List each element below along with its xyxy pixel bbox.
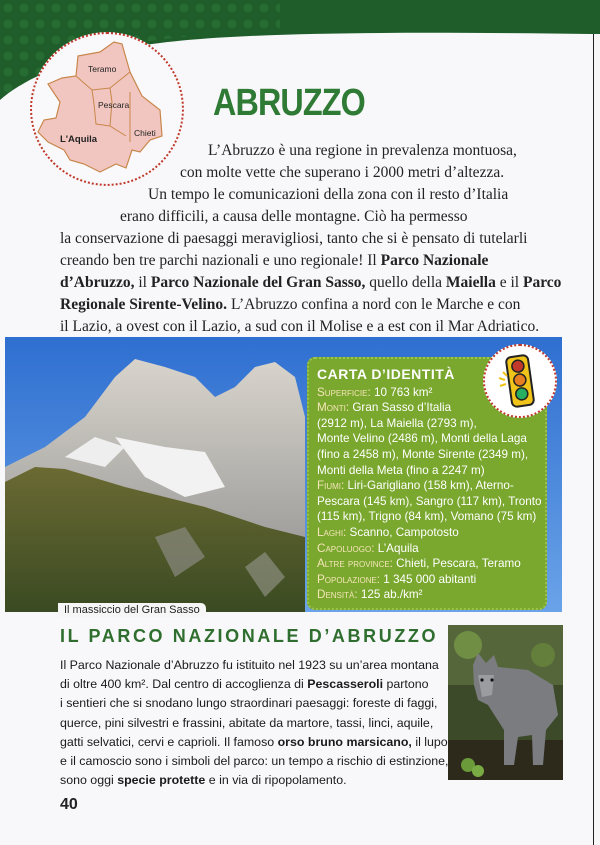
intro-text: e il [495, 274, 523, 291]
map-label-chieti: Chieti [134, 128, 156, 138]
identity-row [317, 572, 537, 588]
intro-line [60, 294, 520, 316]
intro-text: quello della [365, 274, 446, 291]
park-bold-text: orso bruno marsicano, [277, 734, 412, 749]
identity-row-label: Monti: [317, 401, 350, 415]
identity-row-label: Popolazione: [317, 572, 381, 586]
identity-row-label: Densità: [317, 588, 358, 602]
page-number: 40 [60, 796, 78, 813]
identity-row [317, 478, 537, 494]
identity-row-value: L’Aquila [374, 541, 419, 555]
park-line [60, 675, 440, 694]
abruzzo-map [30, 32, 180, 182]
identity-row [317, 525, 537, 541]
intro-text: Un tempo le comunicazioni della zona con il resto d’Italia [148, 186, 509, 203]
identity-row-label: Capoluogo: [317, 541, 375, 555]
map-label-teramo: Teramo [88, 64, 117, 74]
intro-bold-text: Parco [522, 274, 562, 291]
traffic-light-badge [483, 344, 557, 418]
identity-row-label: Superficie: [317, 385, 371, 399]
park-text: e in via di ripopolamento. [205, 773, 347, 788]
page-title: ABRUZZO [213, 82, 365, 124]
identity-card-rows [317, 385, 542, 603]
park-text: Il Parco Nazionale d’Abruzzo fu istituito nel 1923 su un’area montana [60, 658, 439, 672]
intro-text: con molte vette che superano i 2000 metri d’altezza. [180, 164, 505, 181]
identity-row-value: 125 ab./km² [357, 588, 423, 602]
intro-text: il Lazio, a ovest con il Lazio, a sud con il Molise e a est con il Mar Adriatico. [60, 318, 540, 335]
identity-row-value: (115 km), Trigno (84 km), Vomano (75 km) [317, 510, 537, 524]
identity-row [317, 509, 537, 525]
intro-line [180, 162, 504, 184]
park-text: partono [383, 677, 429, 692]
intro-bold-text: d’Abruzzo, [60, 274, 135, 291]
identity-row [317, 431, 537, 447]
section-title: IL PARCO NAZIONALE D’ABRUZZO [60, 626, 439, 646]
photo-caption: Il massiccio del Gran Sasso [58, 603, 206, 617]
intro-text: il [134, 274, 151, 291]
intro-bold-text: Regionale Sirente-Velino. [60, 296, 228, 313]
identity-row-value: 10 763 km² [370, 385, 433, 399]
intro-bold-text: Parco Nazionale [380, 252, 489, 269]
park-text: e il camoscio sono i simboli del parco: un tempo a rischio di estinzione, [60, 754, 449, 769]
identity-row-value: Liri-Garigliano (158 km), Aterno- [344, 479, 514, 493]
intro-line [60, 250, 488, 272]
identity-row [317, 541, 537, 557]
identity-row [317, 494, 542, 510]
identity-row-value: Gran Sasso d’Italia [349, 401, 452, 415]
identity-row-value: (2912 m), La Maiella (2793 m), [317, 416, 477, 430]
identity-row-value: Monti della Meta (fino a 2247 m) [317, 463, 485, 477]
park-text: il lupo [411, 734, 448, 749]
park-text: di oltre 400 km². Dal centro di accoglienza di [60, 677, 308, 692]
identity-row-label: Fiumi: [317, 479, 345, 493]
park-bold-text: specie protette [117, 773, 206, 788]
identity-row-value: 1 345 000 abitanti [380, 572, 477, 586]
identity-row-value: (fino a 2458 m), Monte Sirente (2349 m), [317, 447, 529, 461]
identity-row [317, 416, 537, 432]
region-map [30, 32, 184, 186]
intro-line [60, 272, 561, 294]
identity-row [317, 587, 537, 603]
identity-row-value: Scanno, Campotosto [346, 525, 459, 539]
intro-line [148, 184, 508, 206]
intro-text: creando ben tre parchi nazionali e uno regionale! Il [60, 252, 381, 269]
park-text: sono oggi [60, 773, 118, 788]
park-bold-text: Pescasseroli [307, 677, 384, 692]
park-text: gatti selvatici, cervi e caprioli. Il famoso [60, 734, 278, 749]
intro-line [120, 206, 468, 228]
intro-bold-text: Parco Nazionale del Gran Sasso, [150, 274, 366, 291]
identity-row [317, 463, 537, 479]
identity-row-label: Altre province: [317, 557, 393, 571]
intro-line [208, 140, 517, 162]
identity-row-value: Chieti, Pescara, Teramo [392, 557, 521, 571]
intro-line [60, 228, 527, 250]
park-paragraph [60, 656, 449, 790]
intro-text: L’Abruzzo confina a nord con le Marche e con [227, 296, 521, 313]
identity-row [317, 447, 537, 463]
park-line [60, 714, 440, 733]
park-text: querce, pini silvestri e frassini, abitate da martore, tassi, linci, aquile, [60, 715, 434, 730]
intro-text: L’Abruzzo è una regione in prevalenza montuosa, [208, 142, 517, 159]
intro-bold-text: Maiella [445, 274, 496, 291]
identity-card-title: CARTA D’IDENTITÀ [317, 366, 455, 382]
wolf-photo [448, 625, 563, 780]
park-line [60, 752, 449, 771]
intro-line [60, 316, 539, 338]
park-line [60, 694, 440, 713]
intro-text: erano difficili, a causa delle montagne. Ciò ha permesso [120, 208, 468, 225]
map-label-laquila: L'Aquila [60, 134, 98, 145]
identity-row-value: Monte Velino (2486 m), Monti della Laga [317, 432, 527, 446]
park-line [60, 771, 440, 790]
map-label-pescara: Pescara [98, 100, 130, 110]
identity-row-value: Pescara (145 km), Sangro (117 km), Tronto [317, 494, 542, 508]
intro-text: la conservazione di paesaggi meravigliosi, tanto che si è pensato di tutelarli [60, 230, 528, 247]
identity-row [317, 556, 537, 572]
traffic-light-icon [485, 346, 555, 416]
park-text: i sentieri che si snodano lungo straordinari paesaggi: foreste di faggi, [60, 696, 438, 711]
identity-row-label: Laghi: [317, 525, 347, 539]
park-line [60, 733, 448, 752]
park-line [60, 656, 440, 675]
